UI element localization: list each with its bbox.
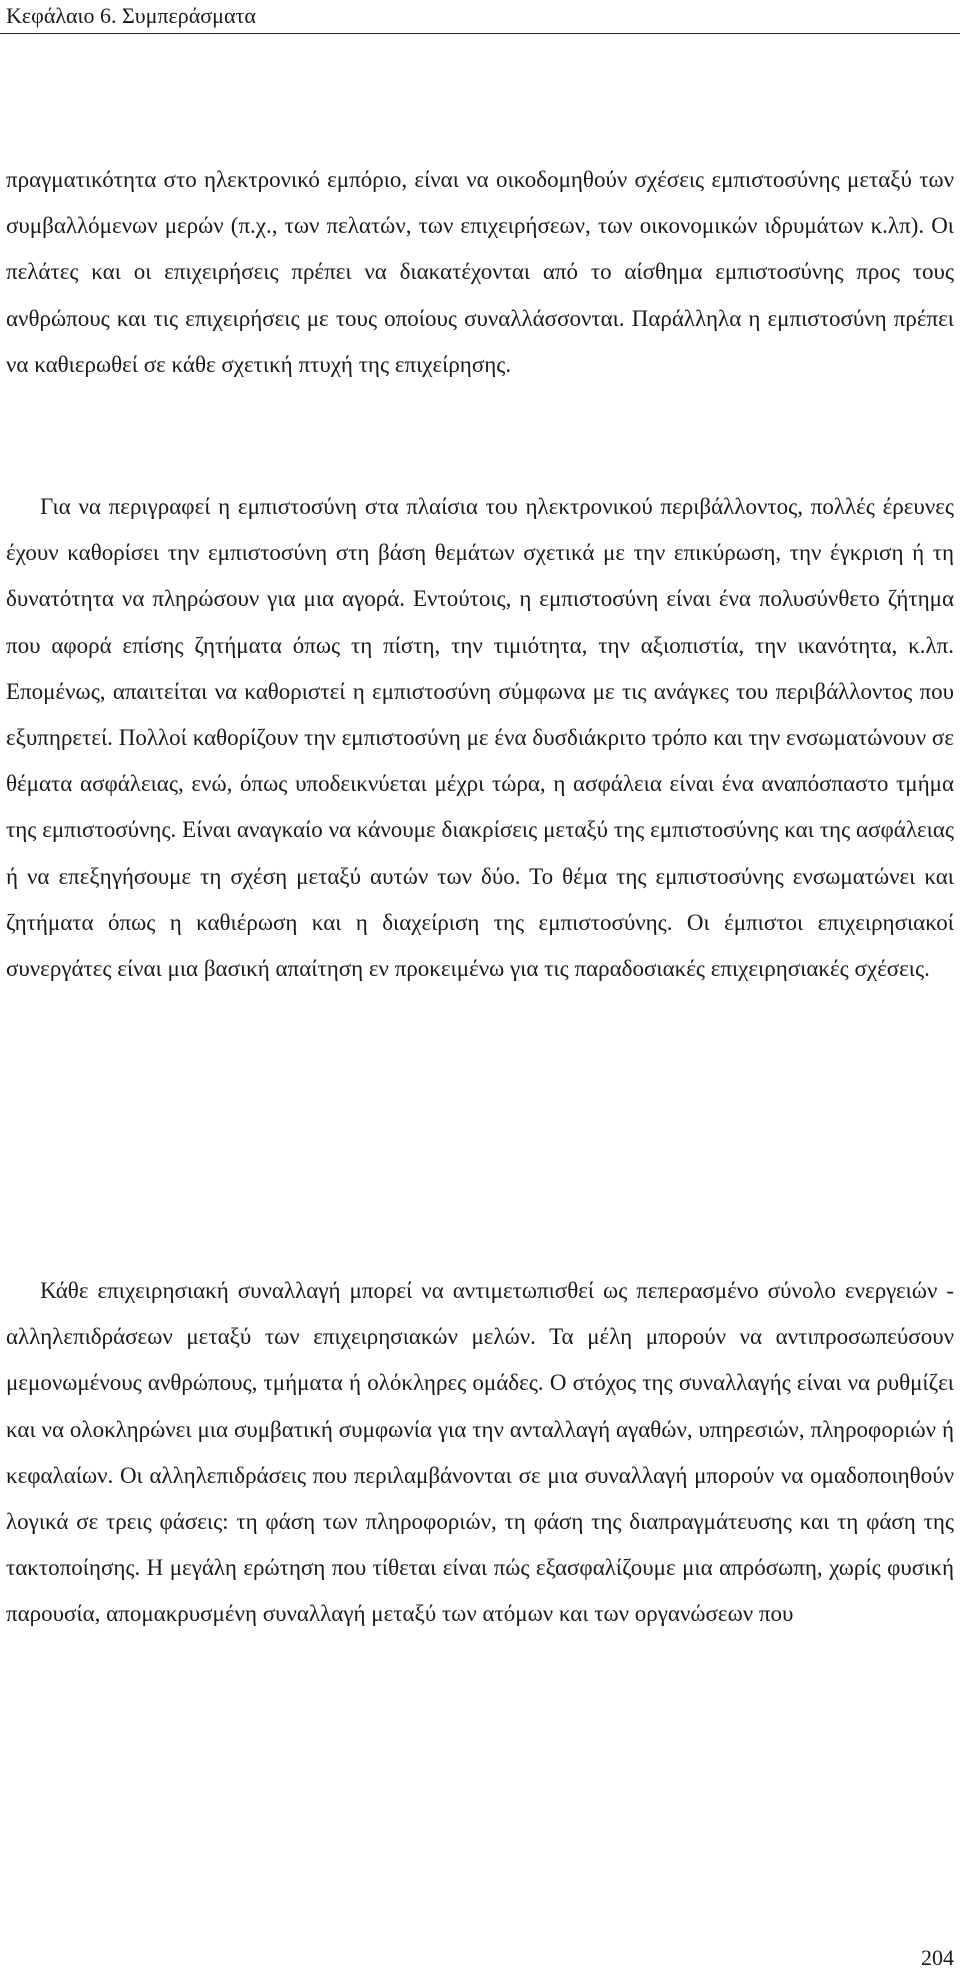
body-paragraph-2: Για να περιγραφεί η εμπιστοσύνη στα πλαίσια του ηλεκτρονικού περιβάλλοντος, πολλές έρευνες έχουν καθορίσει την εμπιστοσύνη στη βάση θεμάτων σχετικά με την επικύρωση, την έγκριση ή τη δυνατότητα να πληρώσουν για μια αγορά. Εντούτοις, η εμπιστοσύνη είναι ένα πολυσύνθετο ζήτημα που αφορά επίσης ζητήματα όπως τη πίστη, την τιμιότητα, την αξιοπιστία, την ικανότητα, κ.λπ. Επομένως, απαιτείται να καθοριστεί η εμπιστοσύνη σύμφωνα με τις ανάγκες του περιβάλλοντος που εξυπηρετεί. Πολλοί καθορίζουν την εμπιστοσύνη με ένα δυσδιάκριτο τρόπο και την ενσωματώνουν σε θέματα ασφάλειας, ενώ, όπως υποδεικνύεται μέχρι τώρα, η ασφάλεια είναι ένα αναπόσπαστο τμήμα της εμπιστοσύνης. Είναι αναγκαίο να κάνουμε διακρίσεις μεταξύ της εμπιστοσύνης και της ασφάλειας ή να επεξηγήσουμε τη σχέση μεταξύ αυτών των δύο. Το θέμα της εμπιστοσύνης ενσωματώνει και ζητήματα όπως η καθιέρωση και η διαχείριση της εμπιστοσύνης. Οι έμπιστοι επιχειρησιακοί συνεργάτες είναι μια βασική απαίτηση εν προκειμένω για τις παραδοσιακές επιχειρησιακές σχέσεις. bbox=[6, 494, 954, 982]
running-header-chapter-title: Κεφάλαιο 6. Συμπεράσματα bbox=[6, 3, 256, 28]
header-rule bbox=[0, 33, 960, 34]
body-paragraph-3: Κάθε επιχειρησιακή συναλλαγή μπορεί να αντιμετωπισθεί ως πεπερασμένο σύνολο ενεργειών - αλληλεπιδράσεων μεταξύ των επιχειρησιακών μελών. Τα μέλη μπορούν να αντιπροσωπεύσουν μεμονωμένους ανθρώπους, τμήματα ή ολόκληρες ομάδες. Ο στόχος της συναλλαγής είναι να ρυθμίζει και να ολοκληρώνει μια συμβατική συμφωνία για την ανταλλαγή αγαθών, υπηρεσιών, πληροφοριών ή κεφαλαίων. Οι αλληλεπιδράσεις που περιλαμβάνονται σε μια συναλλαγή μπορούν να ομαδοποιηθούν λογικά σε τρεις φάσεις: τη φάση των πληροφοριών, τη φάση της διαπραγμάτευσης και τη φάση της τακτοποίησης. Η μεγάλη ερώτηση που τίθεται είναι πώς εξασφαλίζουμε μια απρόσωπη, χωρίς φυσική παρουσία, απομακρυσμένη συναλλαγή μεταξύ των ατόμων και των οργανώσεων που bbox=[6, 1278, 954, 1627]
page-number: 204 bbox=[921, 1945, 954, 1970]
body-paragraph-1: πραγματικότητα στο ηλεκτρονικό εμπόριο, είναι να οικοδομηθούν σχέσεις εμπιστοσύνης μεταξύ των συμβαλλόμενων μερών (π.χ., των πελατών, των επιχειρήσεων, των οικονομικών ιδρυμάτων κ.λπ). Οι πελάτες και οι επιχειρήσεις πρέπει να διακατέχονται από το αίσθημα εμπιστοσύνης προς τους ανθρώπους και τις επιχειρήσεις με τους οποίους συναλλάσσονται. Παράλληλα η εμπιστοσύνη πρέπει να καθιερωθεί σε κάθε σχετική πτυχή της επιχείρησης. bbox=[6, 167, 954, 377]
